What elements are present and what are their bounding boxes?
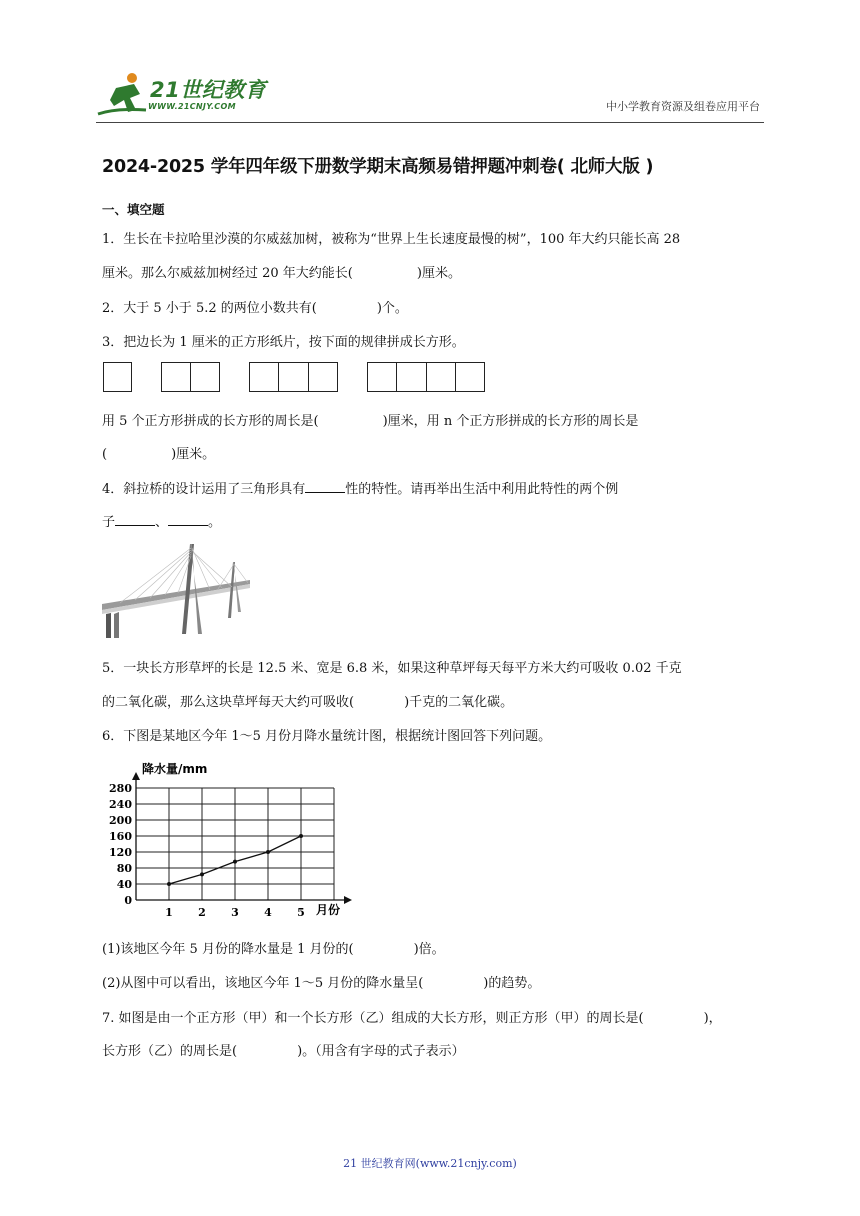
y-axis-arrow xyxy=(132,772,140,780)
q6-sub2-text-a: (2)从图中可以看出，该地区今年 1～5 月份的降水量呈( xyxy=(102,976,424,991)
q4-text-a: 4．斜拉桥的设计运用了三角形具有 xyxy=(102,482,306,497)
q4-line1 xyxy=(102,478,618,497)
y-tick-label: 0 xyxy=(124,894,132,907)
q4-blank-2[interactable] xyxy=(115,513,155,526)
q1-line2 xyxy=(102,262,461,281)
data-point xyxy=(299,834,303,838)
runner-logo-icon xyxy=(96,70,156,120)
chart-y-axis-label: 降水量/mm xyxy=(142,762,208,776)
q6-sub2 xyxy=(102,972,540,991)
chart-grid xyxy=(136,788,334,900)
q5-line2 xyxy=(102,691,513,710)
q2-text-b: )个。 xyxy=(376,301,408,316)
q4-blank-1[interactable] xyxy=(305,480,345,493)
q4-text-e: 。 xyxy=(208,515,222,530)
q1-line1: 1．生长在卡拉哈里沙漠的尔威兹加树，被称为“世界上生长速度最慢的树”，100 年大约只能长高 28 xyxy=(102,232,681,247)
square-group-2 xyxy=(161,362,220,392)
q3-text-d: )厘米。 xyxy=(171,447,216,462)
q1-text-b: )厘米。 xyxy=(416,266,461,281)
q3-line3 xyxy=(102,443,215,462)
y-tick-label: 280 xyxy=(109,782,132,795)
q3-text-a: 用 5 个正方形拼成的长方形的周长是( xyxy=(102,414,319,429)
y-tick-label: 120 xyxy=(109,846,132,859)
x-tick-label: 2 xyxy=(198,906,206,919)
q4-text-c: 子 xyxy=(102,515,116,530)
square-group-4 xyxy=(367,362,485,392)
x-tick-label: 4 xyxy=(264,906,272,919)
data-point xyxy=(167,882,171,886)
y-tick-label: 80 xyxy=(116,862,132,875)
q7-line2 xyxy=(102,1040,465,1059)
logo-url: WWW.21CNJY.COM xyxy=(148,102,236,111)
data-point xyxy=(233,860,237,864)
q2-text-a: 2．大于 5 小于 5.2 的两位小数共有( xyxy=(102,301,317,316)
q3-text-b: )厘米，用 n 个正方形拼成的长方形的周长是 xyxy=(382,414,639,429)
q1-text-a: 厘米。那么尔威兹加树经过 20 年大约能长( xyxy=(102,266,353,281)
chart-x-ticks xyxy=(165,906,305,919)
q5-text-a: 的二氧化碳，那么这块草坪每天大约可吸收( xyxy=(102,695,355,710)
chart-y-ticks xyxy=(109,782,132,907)
precipitation-line-chart xyxy=(100,755,360,920)
square-group-3 xyxy=(249,362,338,392)
section-heading: 一、填空题 xyxy=(102,202,165,217)
q6-sub1-text-b: )倍。 xyxy=(413,942,445,957)
data-point xyxy=(266,850,270,854)
y-tick-label: 40 xyxy=(116,878,132,891)
q4-text-d: 、 xyxy=(155,515,169,530)
q7-line1 xyxy=(102,1007,722,1026)
page-footer: 21 世纪教育网(www.21cnjy.com) xyxy=(343,1157,517,1170)
logo-text: 21世纪教育 xyxy=(150,78,267,102)
cable-stayed-bridge-illustration xyxy=(100,540,260,640)
platform-label: 中小学教育资源及组卷应用平台 xyxy=(606,100,760,113)
q4-blank-3[interactable] xyxy=(168,513,208,526)
q6-sub2-text-b: )的趋势。 xyxy=(483,976,541,991)
q6-line1: 6．下图是某地区今年 1～5 月份月降水量统计图，根据统计图回答下列问题。 xyxy=(102,729,552,744)
square-group-1 xyxy=(103,362,132,392)
chart-x-axis-label: 月份 xyxy=(316,903,341,917)
y-tick-label: 200 xyxy=(109,814,132,827)
data-point xyxy=(200,872,204,876)
y-tick-label: 240 xyxy=(109,798,132,811)
q5-line1: 5．一块长方形草坪的长是 12.5 米、宽是 6.8 米，如果这种草坪每天每平方米大约可吸收 0.02 千克 xyxy=(102,661,682,676)
q7-text-a: 7. 如图是由一个正方形（甲）和一个长方形（乙）组成的大长方形，则正方形（甲）的周长是( xyxy=(102,1011,644,1026)
q6-sub1 xyxy=(102,938,445,957)
q5-text-b: )千克的二氧化碳。 xyxy=(404,695,514,710)
page-title: 2024-2025 学年四年级下册数学期末高频易错押题冲刺卷( 北师大版 ) xyxy=(102,157,654,177)
header-divider xyxy=(96,122,764,123)
q6-sub1-text-a: (1)该地区今年 5 月份的降水量是 1 月份的( xyxy=(102,942,354,957)
q7-text-b: )， xyxy=(703,1011,722,1026)
x-tick-label: 1 xyxy=(165,906,173,919)
q4-text-b: 性的特性。请再举出生活中利用此特性的两个例 xyxy=(345,482,619,497)
q3-line1: 3．把边长为 1 厘米的正方形纸片，按下面的规律拼成长方形。 xyxy=(102,335,465,350)
q3-text-c: ( xyxy=(102,447,108,462)
x-tick-label: 5 xyxy=(297,906,305,919)
q7-text-d: )。（用含有字母的式子表示） xyxy=(297,1044,465,1059)
y-tick-label: 160 xyxy=(109,830,132,843)
q4-line2 xyxy=(102,511,221,530)
q7-text-c: 长方形（乙）的周长是( xyxy=(102,1044,238,1059)
q3-line2 xyxy=(102,410,638,429)
q2-line xyxy=(102,297,408,316)
x-tick-label: 3 xyxy=(231,906,239,919)
x-axis-arrow xyxy=(344,896,352,904)
